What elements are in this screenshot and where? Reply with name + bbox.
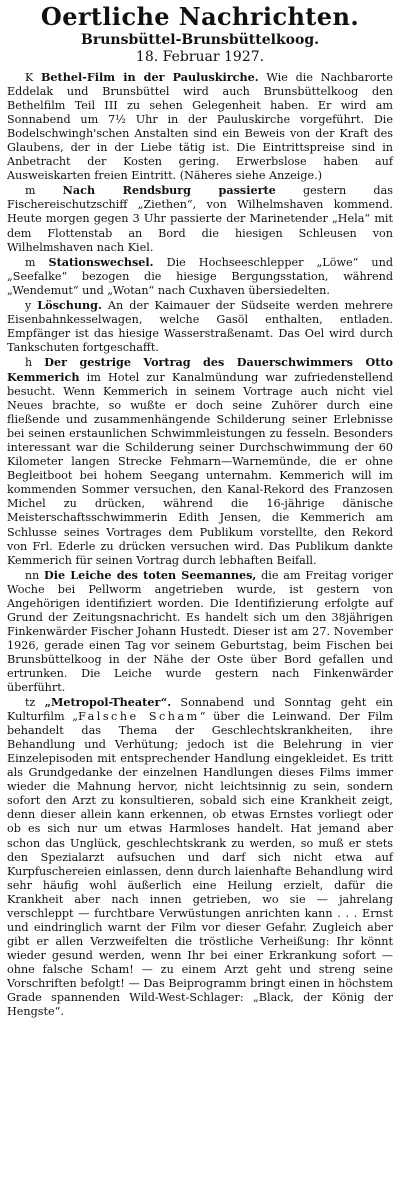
article-body: im Hotel zur Kanalmündung war zufriedenstellend besucht. Wenn Kemmerich in seinem Vortrage auch nicht viel Neues brachte, so wußte er doch seine Zuhörer durch eine fließende und zusammenhängende Schilderung seiner Erlebnisse bei seinen erstaunlichen Schwimmleistungen zu fesseln. Besonders interessant war die Schilderung seiner Durchschwimmung der 60 Kilometer langen Strecke Fehmarn—Warnemünde, die er ohne Begleitboot bei hohem Seegang unternahm. Kemmerich will im kommenden Sommer versuchen, den Kanal-Rekord des Franzosen Michel zu drücken, während die 16-jährige dänische Meisterschaftsschwimmerin Edith Jensen, die Kemmerich am Schlusse seines Vortrages dem Publikum vorstellte, den Rekord von Frl. Ederle zu drücken versuchen wird. Das Publikum dankte Kemmerich für seinen Vortrag durch lebhaften Beifall.: [7, 370, 393, 567]
location-heading: Brunsbüttel-Brunsbüttelkoog.: [81, 32, 319, 48]
article-body: gestern das Fischereischutzschiff „Ziethen“, von Wilhelmshaven kommend. Heute morgen gegen 3 Uhr passierte der Marinetender „Hela“ mit dem Flottenstab an Bord die hiesigen Schleusen von Wilhelmshaven nach Kiel.: [7, 184, 393, 254]
article-headline: Löschung.: [37, 297, 102, 312]
article-bethel-film: [7, 70, 393, 183]
article-body: Die Hochseeschlepper „Löwe“ und „Seefalke“ bezogen die hiesige Bergungsstation, während „Wendemut“ und „Wotan“ nach Cuxhaven übersiedelten.: [7, 255, 393, 297]
article-body: An der Kaimauer der Südseite werden mehrere Eisenbahnkesselwagen, welche Gasöl enthalten, entladen. Empfänger ist das hiesige Wasserstraßenamt. Das Oel wird durch Tankschuten fortgeschafft.: [7, 298, 393, 354]
author-mark: tz: [25, 696, 36, 710]
article-headline: Bethel-Film in der Pauluskirche.: [40, 70, 259, 84]
article-headline: Stationswechsel.: [48, 254, 154, 269]
section-title: Oertliche Nachrichten.: [40, 2, 360, 31]
author-mark: h: [25, 355, 33, 369]
dateline: 18. Februar 1927.: [135, 49, 265, 65]
author-mark: m: [25, 184, 36, 198]
article-rendsburg: [7, 183, 393, 254]
article-headline: Der gestrige Vortrag des Dauerschwimmers Otto Kemmerich: [7, 354, 394, 384]
article-headline: „Metropol-Theater“.: [44, 695, 172, 710]
article-kemmerich: [7, 355, 393, 568]
article-body: die am Freitag voriger Woche bei Pellworm angetrieben wurde, ist gestern von Angehörigen identifiziert worden. Die Identifizierung erfolgte auf Grund der Zeitungsnachricht. Es handelt sich um den 38jährigen Finkenwärder Fischer Johann Hustedt. Dieser ist am 27. November 1926, gerade einen Tag vor seinem Geburtstag, beim Fischen bei Brunsbüttelkoog in der Nähe der Oste über Bord gefallen und ertrunken. Die Leiche wurde gestern nach Finkenwärder überführt.: [7, 568, 393, 695]
article-stationswechsel: [7, 255, 393, 298]
article-body: Wie die Nachbarorte Eddelak und Brunsbüttel wird auch Brunsbüttelkoog den Bethelfilm Teil III zu sehen Gelegenheit haben. Er wird am Sonnabend um 7½ Uhr in der Pauluskirche vorgeführt. Die Bodelschwingh'schen Anstalten sind ein Beweis von der Kraft des Glaubens, der in der Liebe tätig ist. Die Eintrittspreise sind in Anbetracht der Kosten gering. Erwerbslose haben auf Ausweiskarten freien Eintritt. (Näheres siehe Anzeige.): [7, 71, 394, 183]
article-body: Sonnabend und Sonntag geht ein Kulturfilm „: [7, 696, 393, 724]
author-mark: nn: [25, 568, 40, 582]
author-mark: y: [25, 298, 32, 312]
article-body-continued: “ über die Leinwand. Der Film behandelt das Thema der Geschlechtskrankheiten, ihre Behandlung und Verhütung; jedoch ist die Belehrung in vier Einzelepisoden mit entsprechender Handlung eingekleidet. Es tritt als Grundgedanke der einzelnen Handlungen dieses Films immer wieder die Mahnung hervor, nicht leichtsinnig zu sein, sondern sofort den Arzt zu konsultieren, sobald sich eine Krankheit zeigt, denn dieser allein kann erkennen, ob etwas Ernstes vorliegt oder ob es sich nur um etwas Harmloses handelt. Hat jemand aber schon das Unglück, geschlechtskrank zu werden, so muß er stets den Spezialarzt aufsuchen und darf sich nicht etwa auf Kurpfuschereien einlassen, denn durch laienhafte Behandlung wird sehr häufig wohl äußerlich eine Heilung erzielt, dafür die Krankheit aber nach innen getrieben, wo sie — jahrelang verschleppt — furchtbare Verwüstungen anrichten kann . . . Ernst und eindringlich warnt der Film vor dieser Gefahr. Zugleich aber gibt er allen Verzweifelten die tröstliche Verheißung: Ihr könnt wieder gesund werden, wenn Ihr bei einer Erkrankung sofort — ohne falsche Scham! — zu einem Arzt geht und streng seine Vorschriften befolgt! — Das Beiprogramm bringt einen in höchstem Grade spannenden Wild-West-Schlager: „Black, der König der Hengste“.: [7, 710, 393, 1019]
article-headline: Die Leiche des toten Seemannes,: [44, 567, 257, 582]
author-mark: K: [25, 71, 34, 84]
article-seemann: [7, 568, 393, 695]
film-title: Falsche Scham: [78, 710, 200, 724]
author-mark: m: [25, 255, 36, 269]
article-loeschung: [7, 298, 393, 355]
article-metropol-theater: [7, 695, 393, 1019]
article-headline: Nach Rendsburg passierte: [62, 183, 276, 198]
